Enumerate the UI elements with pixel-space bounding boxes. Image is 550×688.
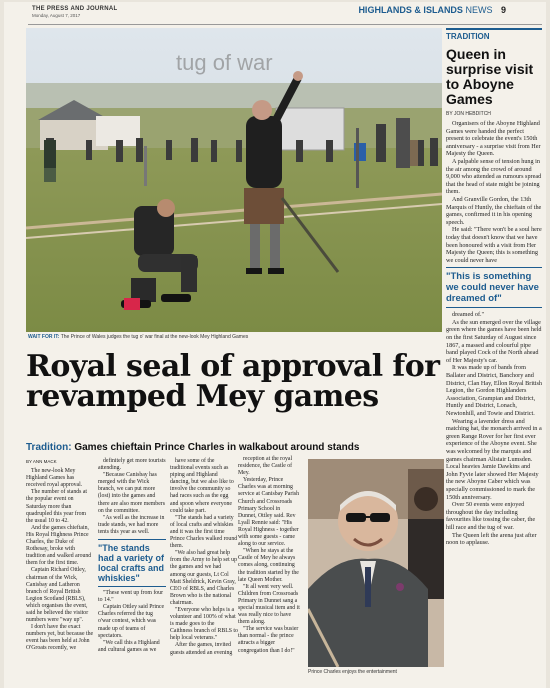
sidebar-pull-quote: "This is something we could never have dreamed of"	[446, 267, 542, 308]
article-strap	[26, 442, 446, 453]
article-paragraph: Captain Richard Ottley, chairman of the Wick, Canisbay and Latheron branch of Royal British Legion Scotland (RBLS), which organises the event, said he believed the visitor numbers were "way up".	[26, 567, 89, 624]
article-paragraph: definitely get more tourists attending.	[98, 458, 166, 472]
sidebar-paragraph: The Queen left the arena just after noon to applause.	[446, 531, 537, 547]
article-paragraph: "We also had great help from the Army to help set up the games and we had among our guests, Lt Col Matt Sheldrick, Kevin Gray, CEO of RBLS, and Charles Brown who is the national chairman.	[170, 550, 237, 606]
main-photo-caption	[28, 334, 442, 340]
paper-name: THE PRESS AND JOURNAL	[32, 6, 118, 12]
article-paragraph: The new-look Mey Highland Games has received royal approval.	[26, 468, 83, 489]
article-paragraph: The number of stands at the popular event on Saturday more than quadrupled this year from the usual 10 to 42.	[26, 489, 88, 524]
article-paragraph: "It all went very well. Children from Crossroads Primary in Dunnet sang a special musical item and it was really nice to have them along.	[238, 583, 300, 626]
sidebar-paragraph: He said: "There won't be a soul here today that doesn't know that we have been honoured with a visit from Her Majesty the Queen; this is something we could never have	[446, 226, 542, 264]
article-paragraph: reception at the royal residence, the Castle of Mey.	[238, 456, 293, 477]
article-paragraph: "The stands had a variety of local crafts and whiskies and it was the first time Prince Charles walked round them.	[170, 514, 238, 550]
article-paragraph: I don't have the exact numbers yet, but because the event has been held at John O'Groats recently, we	[26, 624, 94, 652]
section-name: HIGHLANDS & ISLANDS	[358, 5, 463, 15]
article-column-1	[26, 458, 94, 653]
section-news: NEWS	[465, 5, 493, 15]
sidebar-paragraph: Over 50 events were enjoyed throughout the day including favourites like tossing the caber, the hill race and the tug of war.	[446, 501, 536, 531]
article-paragraph: "The service was busier than normal - the prince attracts a bigger congregation than I do!"	[238, 626, 299, 654]
caption-text: The Prince of Wales judges the tug o' war final at the new-look Mey Highland Games	[60, 334, 249, 340]
prince-charles-photo	[308, 459, 444, 667]
page-number: 9	[500, 5, 506, 15]
sidebar-headline: Queen in surprise visit to Aboyne Games	[446, 46, 534, 107]
article-paragraph: After the games, invited guests attended an evening	[170, 642, 233, 656]
article-paragraph: "When he stays at the Castle of Mey he always comes along, continuing the tradition started by the late Queen Mother.	[238, 548, 299, 583]
sidebar-paragraph: Wearing a lavender dress and matching hat, the monarch arrived in a green Range Rover for her first ever experience of the Aboyne event. She was welcomed by the marquis and games chairman Alistair Lumsden. Local heavies Jamie Dawkins and John Fyvie later showed Her Majesty the new Aboyne Caber which was specially commissioned to mark the 150th anniversary.	[446, 417, 542, 501]
main-photo	[26, 28, 442, 332]
sidebar-story	[446, 28, 542, 547]
article-paragraph: "As well as the increase in trade stands, we had more tents this year as well.	[98, 514, 165, 535]
article-paragraph: "These went up from four to 14."	[98, 590, 163, 604]
svg-text:tug of war: tug of war	[176, 50, 273, 75]
sidebar-paragraph: Organisers of the Aboyne Highland Games were handed the perfect present to celebrate the event's 150th anniversary - a surprise visit from Her Majesty the Queen.	[446, 120, 541, 158]
sidebar-label: TRADITION	[446, 28, 542, 41]
article-pull-quote: "The stands had a variety of local crafts and whiskies"	[98, 539, 166, 587]
article-column-2	[98, 458, 166, 654]
issue-date: Monday, August 7, 2017	[32, 13, 81, 18]
article-paragraph: "Everyone who helps is a volunteer and 100% of what is made goes to the Caithness branch of RBLS to help local veterans."	[170, 606, 238, 642]
article-byline: BY ANN MACK	[26, 459, 57, 464]
strap-text: Games chieftain Prince Charles in walkabout around stands	[74, 442, 360, 453]
sidebar-byline: BY JON HEBDITCH	[446, 111, 491, 117]
article-column-4-visible	[238, 456, 300, 655]
article-paragraph: "We call this a Highland and cultural games as we	[98, 639, 160, 653]
sidebar-paragraph: And Granville Gordon, the 13th Marquis of Huntly, the chieftain of the games, confirmed it in his opening speech.	[446, 195, 542, 226]
article-headline: Royal seal of approval for revamped Mey games	[26, 349, 440, 414]
caption-prefix: WAIT FOR IT:	[28, 334, 60, 340]
sidebar-paragraph: dreamed of."	[452, 311, 485, 319]
sidebar-paragraph: A palpable sense of tension hung in the air among the crowd of around 9,000 who attended as rumours spread that the head of state might be joining them.	[446, 157, 542, 196]
article-paragraph: Yesterday, Prince Charles was at morning service at Canisbay Parish Church and Crossroads Primary School in Dunnet, Ottley said. Rev Lyall Rennie said: "His Royal Highness - together with some guests - came along to our service.	[238, 477, 300, 548]
article-paragraph: have some of the traditional events such as piping and Highland dancing, but we also like to involve the community so had races such as the egg and spoon where everyone could take part.	[170, 458, 234, 514]
sidebar-body	[446, 120, 542, 547]
article-paragraph: Captain Ottley said Prince Charles referred the tug o'war contest, which was made up of teams of spectators.	[98, 604, 165, 639]
article-column-3	[170, 458, 238, 657]
strap-label: Tradition:	[26, 442, 72, 453]
prince-photo-caption: Prince Charles enjoys the entertainment	[308, 669, 397, 675]
article-paragraph: And the games chieftain, His Royal Highness Prince Charles, the Duke of Rothesay, broke with tradition and walked around them for the first time.	[26, 524, 92, 567]
article-paragraph: "Because Canisbay has merged with the Wick branch, we can put more (lost) into the games and there are also more members on the committee.	[98, 472, 165, 514]
sidebar-paragraph: It was made up of bands from Ballater and District, Banchory and District, Clan Hay, Ellon Royal British Legion, the Gordon Highlanders Association, Grampian and District, Huntly and District, Lonach, Newtonhill, and Towie and District.	[446, 364, 543, 417]
header-rule	[28, 24, 542, 25]
sidebar-paragraph: As the sun emerged over the village green where the games have been held on the first Saturday of August since 1867, a massed and colourful pipe band played Cock of the North ahead of Her Majesty's car.	[446, 318, 542, 364]
section-header	[358, 5, 506, 15]
